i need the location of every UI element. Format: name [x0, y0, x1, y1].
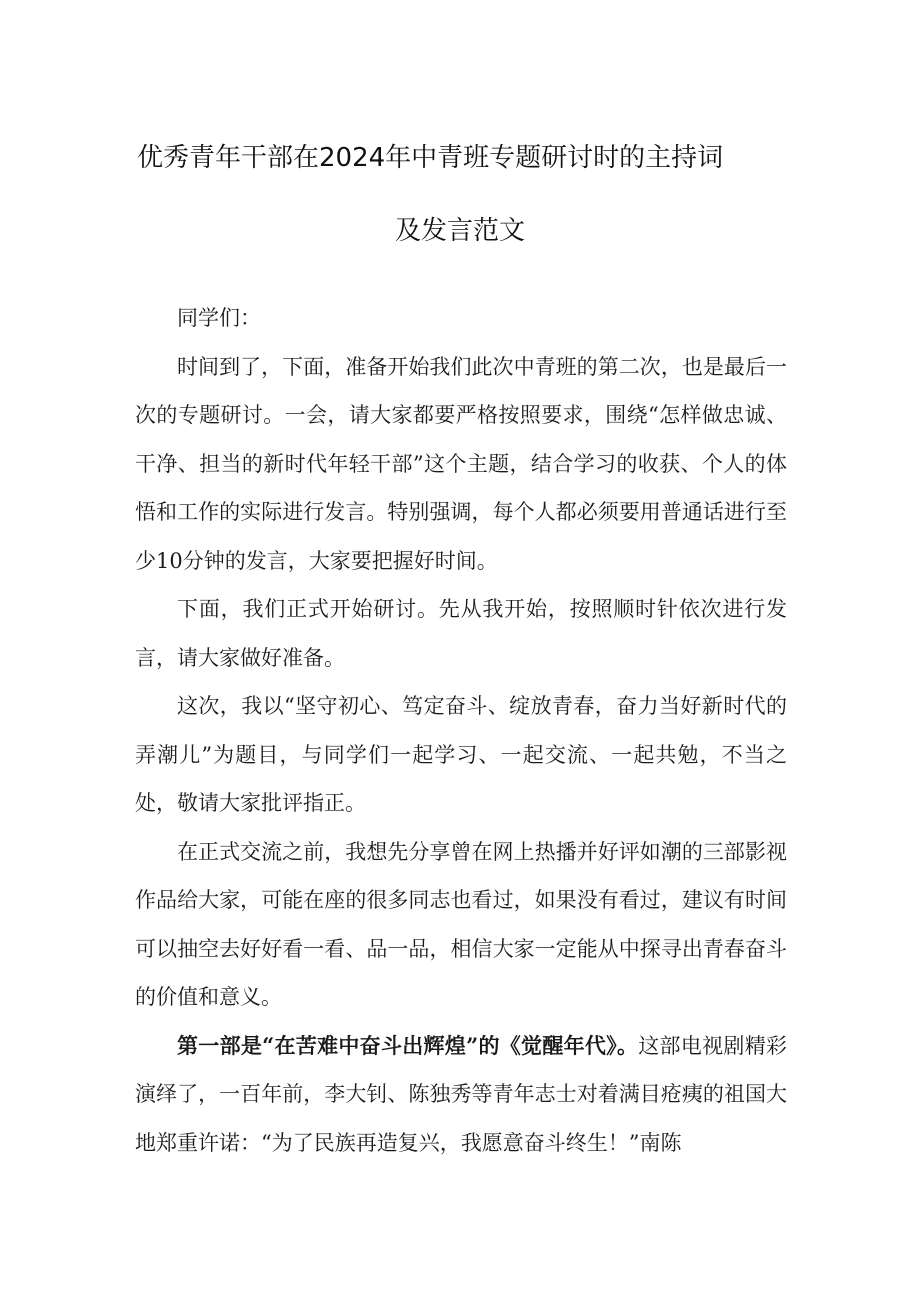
document-title-line-1: 优秀青年干部在2024年中青班专题研讨时的主持词 — [137, 143, 724, 173]
paragraph-3: 这次，我以“坚守初心、笃定奋斗、绽放青春，奋力当好新时代的弄潮儿”为题目，与同学们一起学习、一起交流、一起共勉，不当之处，敬请大家批评指正。 — [135, 694, 787, 815]
paragraph-5-text: 这部电视剧精彩演绎了，一百年前，李大钊、陈独秀等青年志士对着满目疮痍的祖国大地郑重许诺：“为了民族再造复兴，我愿意奋斗终生！”南陈 — [135, 1033, 787, 1155]
document-title-line-2: 及发言范文 — [394, 216, 525, 246]
paragraph-5 — [135, 1022, 787, 1168]
document-body — [135, 294, 787, 1167]
paragraph-1: 时间到了，下面，准备开始我们此次中青班的第二次，也是最后一次的专题研讨。一会，请大家都要严格按照要求，围绕“怎样做忠诚、干净、担当的新时代年轻干部”这个主题，结合学习的收获、个人的体悟和工作的实际进行发言。特别强调，每个人都必须要用普通话进行至少10分钟的发言，大家要把握好时间。 — [135, 354, 787, 573]
paragraph-5-bold-lead: 第一部是“在苦难中奋斗出辉煌”的《觉醒年代》。 — [177, 1032, 639, 1058]
greeting: 同学们： — [177, 306, 261, 330]
paragraph-4: 在正式交流之前，我想先分享曾在网上热播并好评如潮的三部影视作品给大家，可能在座的很多同志也看过，如果没有看过，建议有时间可以抽空去好好看一看、品一品，相信大家一定能从中探寻出青春奋斗的价值和意义。 — [135, 839, 787, 1009]
paragraph-2: 下面，我们正式开始研讨。先从我开始，按照顺时针依次进行发言，请大家做好准备。 — [135, 597, 787, 670]
